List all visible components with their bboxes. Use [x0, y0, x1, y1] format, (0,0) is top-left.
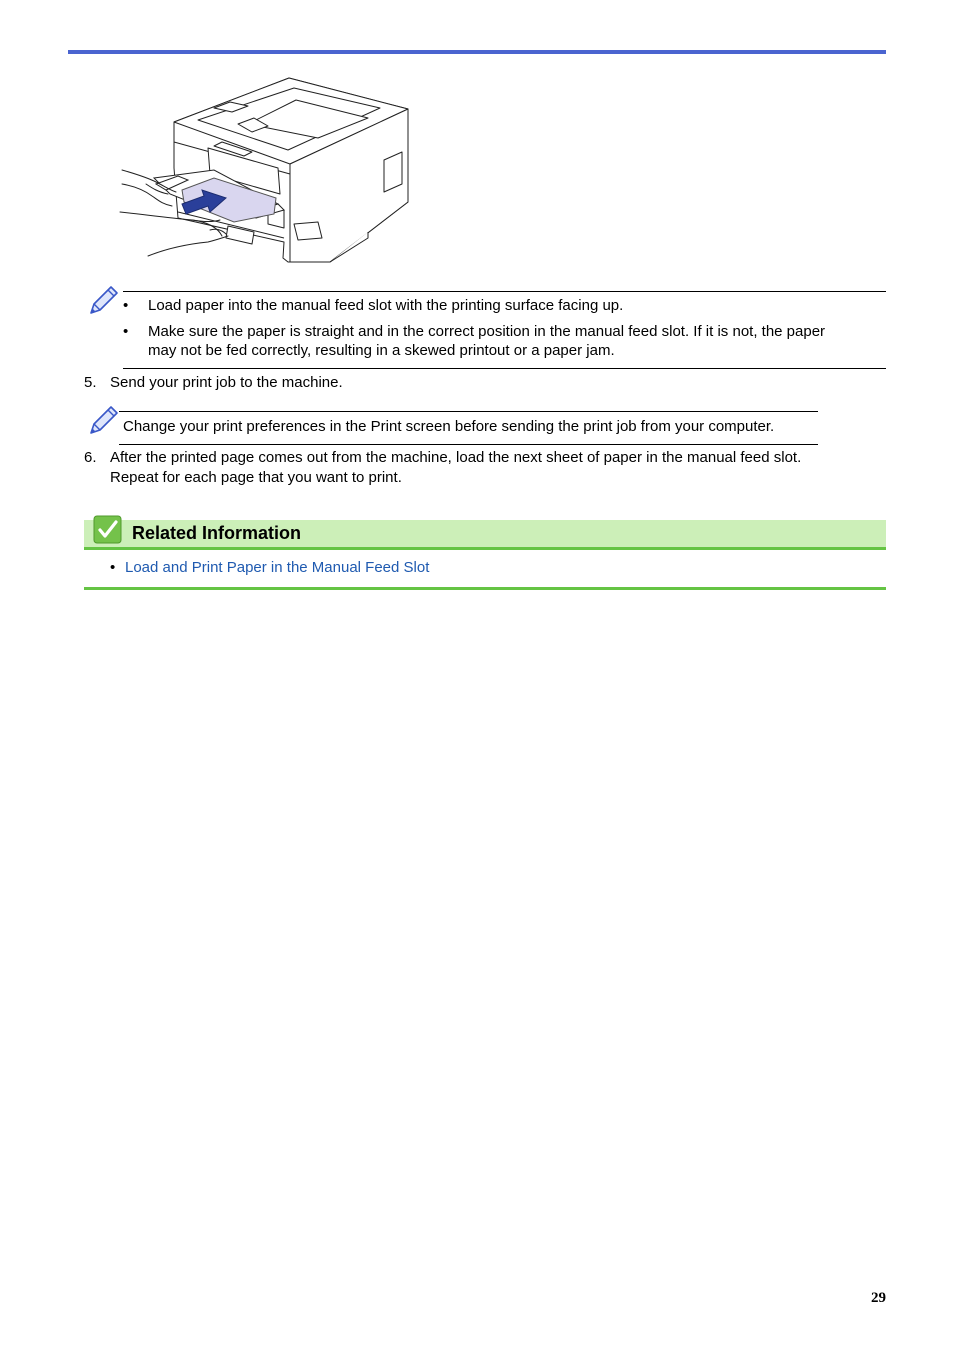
step-text-line-1: After the printed page comes out from the machine, load the next sheet of paper in the manual feed slot.	[110, 449, 802, 466]
page-number: 29	[871, 1290, 886, 1306]
step-text: Send your print job to the machine.	[110, 374, 343, 391]
step-text-line-2: Repeat for each page that you want to print.	[110, 469, 402, 486]
bullet-marker: •	[123, 323, 129, 340]
checkmark-icon	[93, 515, 122, 544]
bullet-marker: •	[123, 297, 129, 314]
note-bullet-text-line-1: Make sure the paper is straight and in the correct position in the manual feed slot. If it is not, the paper	[148, 323, 826, 340]
step-number: 6.	[84, 449, 97, 466]
related-information-title: Related Information	[132, 523, 302, 543]
step-number: 5.	[84, 374, 97, 391]
header-rule	[68, 50, 886, 54]
related-link-manual-feed-slot[interactable]: Load and Print Paper in the Manual Feed Slot	[125, 559, 430, 576]
bullet-marker: •	[110, 559, 116, 576]
pencil-icon	[86, 404, 120, 438]
note-text-row	[123, 417, 774, 436]
pencil-icon	[86, 284, 120, 318]
note-bullet-text-line-2: may not be fed correctly, resulting in a skewed printout or a paper jam.	[148, 342, 615, 359]
printer-manual-feed-illustration	[118, 72, 418, 266]
related-bottom-rule	[84, 587, 886, 590]
note-bullet-text: Load paper into the manual feed slot with the printing surface facing up.	[148, 297, 624, 314]
note-text: Change your print preferences in the Print screen before sending the print job from your computer.	[123, 418, 775, 435]
